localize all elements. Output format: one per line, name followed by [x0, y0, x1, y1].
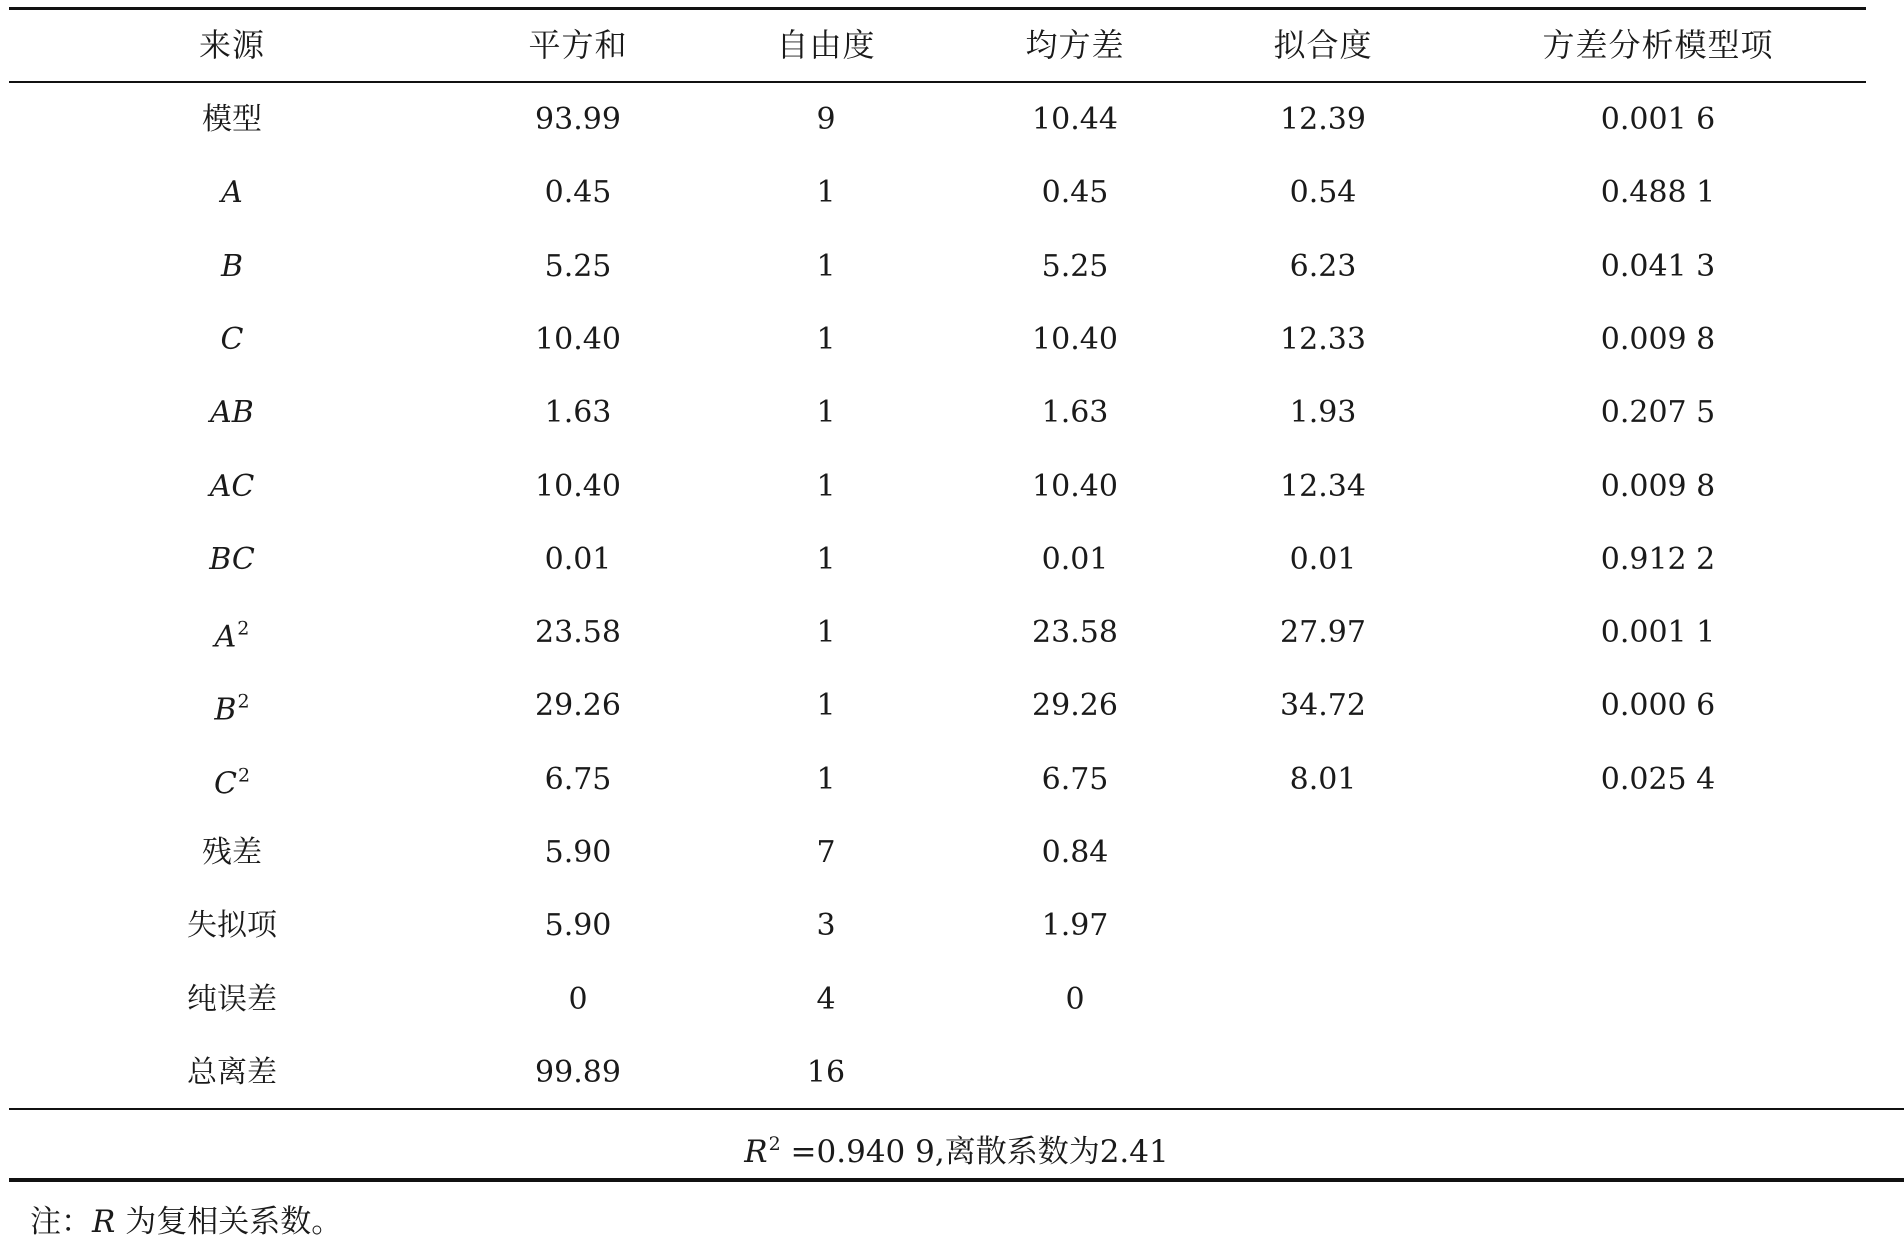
- cell-p-value: 0.001 6: [1600, 102, 1716, 137]
- cell-degrees-of-freedom: 1: [816, 541, 836, 577]
- cell-fit-value: 0.54: [1289, 175, 1357, 211]
- cell-mean-square: 1.97: [1041, 908, 1109, 944]
- table-body-rule: [9, 1108, 1904, 1110]
- cell-p-value: 0.001 1: [1600, 615, 1716, 651]
- cell-degrees-of-freedom: 1: [816, 248, 836, 284]
- cell-fit-value: 0.01: [1289, 541, 1357, 577]
- column-header-4: 拟合度: [1273, 26, 1373, 64]
- cell-mean-square: 10.44: [1032, 102, 1118, 137]
- row-source-label: A: [221, 175, 243, 211]
- cell-degrees-of-freedom: 1: [816, 321, 836, 357]
- cell-sum-of-squares: 0: [568, 981, 588, 1017]
- cell-mean-square: 23.58: [1032, 615, 1118, 651]
- cell-sum-of-squares: 6.75: [544, 761, 612, 797]
- cell-sum-of-squares: 5.25: [544, 248, 612, 284]
- cell-sum-of-squares: 1.63: [544, 395, 612, 431]
- row-source-label: 纯误差: [187, 981, 277, 1017]
- cell-p-value: 0.009 8: [1600, 468, 1716, 504]
- cell-sum-of-squares: 99.89: [535, 1054, 621, 1090]
- table-header-rule: [9, 81, 1866, 83]
- row-source-label: AC: [209, 468, 255, 504]
- column-header-1: 平方和: [528, 26, 628, 64]
- cell-mean-square: 0.84: [1041, 835, 1109, 870]
- column-header-3: 均方差: [1025, 26, 1125, 64]
- cell-sum-of-squares: 23.58: [535, 615, 621, 651]
- cell-mean-square: 10.40: [1032, 321, 1118, 357]
- cell-p-value: 0.025 4: [1600, 761, 1716, 797]
- cell-mean-square: 0.01: [1041, 541, 1109, 577]
- cell-mean-square: 0: [1065, 981, 1085, 1017]
- column-header-2: 自由度: [776, 26, 876, 64]
- row-source-label: B: [220, 248, 244, 284]
- cell-fit-value: 8.01: [1289, 761, 1357, 797]
- cell-degrees-of-freedom: 4: [816, 981, 836, 1017]
- row-source-label: $A^2$: [214, 617, 250, 655]
- row-source-label: $B^2$: [214, 690, 250, 728]
- row-source-label: 残差: [202, 835, 262, 870]
- cell-fit-value: 12.39: [1280, 102, 1366, 137]
- cell-mean-square: 5.25: [1041, 248, 1109, 284]
- cell-fit-value: 1.93: [1289, 395, 1357, 431]
- cell-p-value: 0.207 5: [1600, 395, 1716, 431]
- cell-degrees-of-freedom: 9: [816, 102, 836, 137]
- cell-mean-square: 1.63: [1041, 395, 1109, 431]
- cell-sum-of-squares: 29.26: [535, 688, 621, 724]
- cell-p-value: 0.000 6: [1600, 688, 1716, 724]
- cell-fit-value: 12.33: [1280, 321, 1366, 357]
- row-source-label: BC: [209, 541, 255, 577]
- cell-sum-of-squares: 5.90: [544, 835, 612, 870]
- table-bottom-rule: [9, 1178, 1904, 1182]
- cell-degrees-of-freedom: 1: [816, 468, 836, 504]
- cell-sum-of-squares: 0.01: [544, 541, 612, 577]
- row-source-label: AB: [210, 395, 254, 431]
- footnote-text: 为复相关系数。: [115, 1204, 343, 1240]
- row-source-label: 总离差: [187, 1054, 277, 1090]
- cell-sum-of-squares: 5.90: [544, 908, 612, 944]
- cell-degrees-of-freedom: 1: [816, 395, 836, 431]
- cell-degrees-of-freedom: 1: [816, 688, 836, 724]
- cell-mean-square: 29.26: [1032, 688, 1118, 724]
- cell-fit-value: 6.23: [1289, 248, 1357, 284]
- row-source-label: $C^2$: [213, 764, 251, 802]
- summary-text: =0.940 9,离散系数为2.41: [780, 1134, 1169, 1170]
- cell-degrees-of-freedom: 1: [816, 615, 836, 651]
- cell-fit-value: 12.34: [1280, 468, 1366, 504]
- table-summary-row: [9, 1122, 1904, 1174]
- cell-mean-square: 10.40: [1032, 468, 1118, 504]
- cell-p-value: 0.009 8: [1600, 321, 1716, 357]
- cell-mean-square: 0.45: [1041, 175, 1109, 211]
- cell-sum-of-squares: 10.40: [535, 468, 621, 504]
- cell-p-value: 0.041 3: [1600, 248, 1716, 284]
- cell-fit-value: 34.72: [1280, 688, 1366, 724]
- column-header-0: 来源: [198, 26, 266, 64]
- cell-degrees-of-freedom: 1: [816, 761, 836, 797]
- row-source-label: 失拟项: [187, 908, 277, 944]
- row-source-label: 模型: [202, 102, 262, 137]
- cell-sum-of-squares: 93.99: [535, 102, 621, 137]
- cell-degrees-of-freedom: 7: [816, 835, 836, 870]
- table-top-rule: [9, 7, 1866, 10]
- footnote-r-letter: R: [92, 1204, 116, 1240]
- cell-degrees-of-freedom: 16: [806, 1054, 846, 1090]
- column-header-5: 方差分析模型项: [1542, 26, 1774, 64]
- cell-sum-of-squares: 10.40: [535, 321, 621, 357]
- cell-fit-value: 27.97: [1280, 615, 1366, 651]
- r-squared-symbol: $R^2$: [744, 1133, 781, 1170]
- row-source-label: C: [220, 321, 244, 357]
- footnote-prefix: 注：: [30, 1204, 92, 1240]
- cell-mean-square: 6.75: [1041, 761, 1109, 797]
- cell-p-value: 0.912 2: [1600, 541, 1716, 577]
- cell-degrees-of-freedom: 1: [816, 175, 836, 211]
- table-footnote: [30, 1202, 342, 1242]
- cell-p-value: 0.488 1: [1600, 175, 1716, 211]
- cell-degrees-of-freedom: 3: [816, 908, 836, 944]
- cell-sum-of-squares: 0.45: [544, 175, 612, 211]
